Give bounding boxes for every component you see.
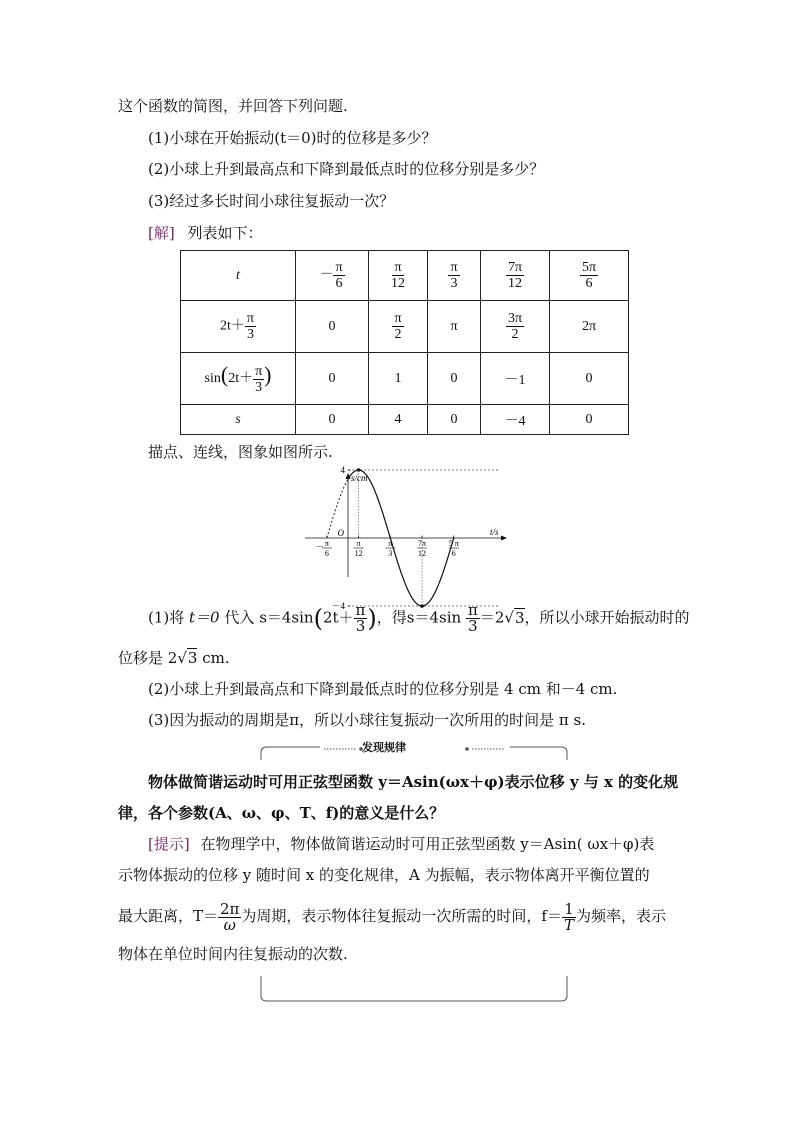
rule-box-bottom-frame	[258, 974, 570, 1004]
header-angle: 2t＋ $\frac{\pi}{3}$	[181, 301, 296, 353]
x-tick-den-3: 12	[418, 549, 427, 558]
question-1: (1)小球在开始振动(t＝0)时的位移是多少？	[148, 129, 437, 147]
angle-cell-0: 0	[296, 301, 369, 353]
y-tick-label-1: －4	[331, 601, 345, 611]
hint-line-2: 示物体振动的位移 y 随时间 x 的变化规律，A 为振幅，表示物体离开平衡位置的	[118, 866, 650, 884]
sin-cell-4: 0	[550, 353, 629, 405]
rule-box-top-frame	[258, 744, 570, 762]
header-s: s	[181, 405, 296, 435]
answer-1-line2: 位移是 2√3 cm.	[118, 649, 230, 667]
intro-line: 这个函数的简图，并回答下列问题.	[118, 97, 348, 115]
y-axis-label: s/cm	[351, 473, 368, 483]
s-cell-4: 0	[550, 405, 629, 435]
rule-question-1: 物体做简谐运动时可用正弦型函数 y＝Asin(ωx＋φ)表示位移 y 与 x 的变化规	[148, 773, 679, 791]
sin-cell-1: 1	[369, 353, 428, 405]
rule-question-2: 律，各个参数(A、ω、φ、T、f)的意义是什么？	[118, 804, 445, 822]
t-cell-2: $\frac{\pi}{3}$	[428, 251, 481, 301]
x-tick-sign-0: －	[315, 542, 325, 552]
s-cell-1: 4	[369, 405, 428, 435]
question-3: (3)经过多长时间小球往复振动一次？	[148, 192, 395, 210]
t-cell-4: $\frac{5\pi}{6}$	[550, 251, 629, 301]
x-tick-den-4: 6	[451, 549, 456, 558]
answer-1-line: (1)将 t＝0 代入 s＝4sin(2t＋ $\frac{\pi}{3}$ )，得s＝4sin $\frac{\pi}{3}$ ＝2√3，所以小球开始振动时的	[148, 601, 690, 635]
header-t: t	[181, 251, 296, 301]
y-tick-label-0: 4	[340, 465, 345, 475]
rule-box-title: 发现规律	[362, 741, 406, 754]
origin-label: O	[337, 528, 344, 538]
sine-graph	[300, 465, 512, 611]
header-sin: sin(2t＋ $\frac{\pi}{3}$ )	[181, 353, 296, 405]
sin-cell-0: 0	[296, 353, 369, 405]
x-tick-den-1: 12	[354, 549, 363, 558]
s-cell-3: －4	[481, 405, 550, 435]
hint-tag: [提示]	[148, 835, 190, 853]
answer-3: (3)因为振动的周期是π，所以小球往复振动一次所用的时间是 π s.	[148, 711, 586, 729]
x-tick-num-4: 5 π	[448, 539, 459, 548]
x-tick-num-3: 7π	[418, 539, 427, 548]
sin-cell-3: －1	[481, 353, 550, 405]
hint-line-1: [提示] 在物理学中，物体做简谐运动时可用正弦型函数 y＝Asin( ωx＋φ)表	[148, 835, 655, 853]
x-axis-arrow	[501, 536, 507, 541]
question-2: (2)小球上升到最高点和下降到最低点时的位移分别是多少？	[148, 160, 545, 178]
value-table	[180, 250, 629, 435]
s-cell-2: 0	[428, 405, 481, 435]
x-tick-den-2: 3	[388, 549, 393, 558]
hint-line-3: 最大距离，T＝ $\frac{2\pi}{\omega}$ 为周期，表示物体往复振动一次所需的时间，f＝ $\frac{1}{T}$ 为频率，表示	[118, 899, 667, 934]
answer-2: (2)小球上升到最高点和下降到最低点时的位移分别是 4 cm 和－4 cm.	[148, 680, 618, 698]
t-cell-3: $\frac{7\pi}{12}$	[481, 251, 550, 301]
t-cell-1: $\frac{\pi}{12}$	[369, 251, 428, 301]
hint-line-4: 物体在单位时间内往复振动的次数.	[118, 945, 348, 963]
solution-tag: [解]	[148, 224, 175, 242]
t-cell-0: － $\frac{\pi}{6}$	[296, 251, 369, 301]
x-axis-label: t/s	[490, 527, 499, 537]
solution-line	[148, 223, 263, 243]
angle-cell-4: 2π	[550, 301, 629, 353]
angle-cell-1: $\frac{\pi}{2}$	[369, 301, 428, 353]
s-cell-0: 0	[296, 405, 369, 435]
solution-text: 列表如下：	[187, 224, 263, 242]
angle-cell-2: π	[428, 301, 481, 353]
plot-caption: 描点、连线，图象如图所示.	[148, 443, 333, 461]
x-tick-num-1: π	[356, 539, 361, 548]
x-tick-num-2: π	[388, 539, 393, 548]
angle-cell-3: $\frac{3\pi}{2}$	[481, 301, 550, 353]
sin-cell-2: 0	[428, 353, 481, 405]
x-tick-den-0: 6	[324, 549, 329, 558]
x-tick-num-0: π	[324, 539, 329, 548]
